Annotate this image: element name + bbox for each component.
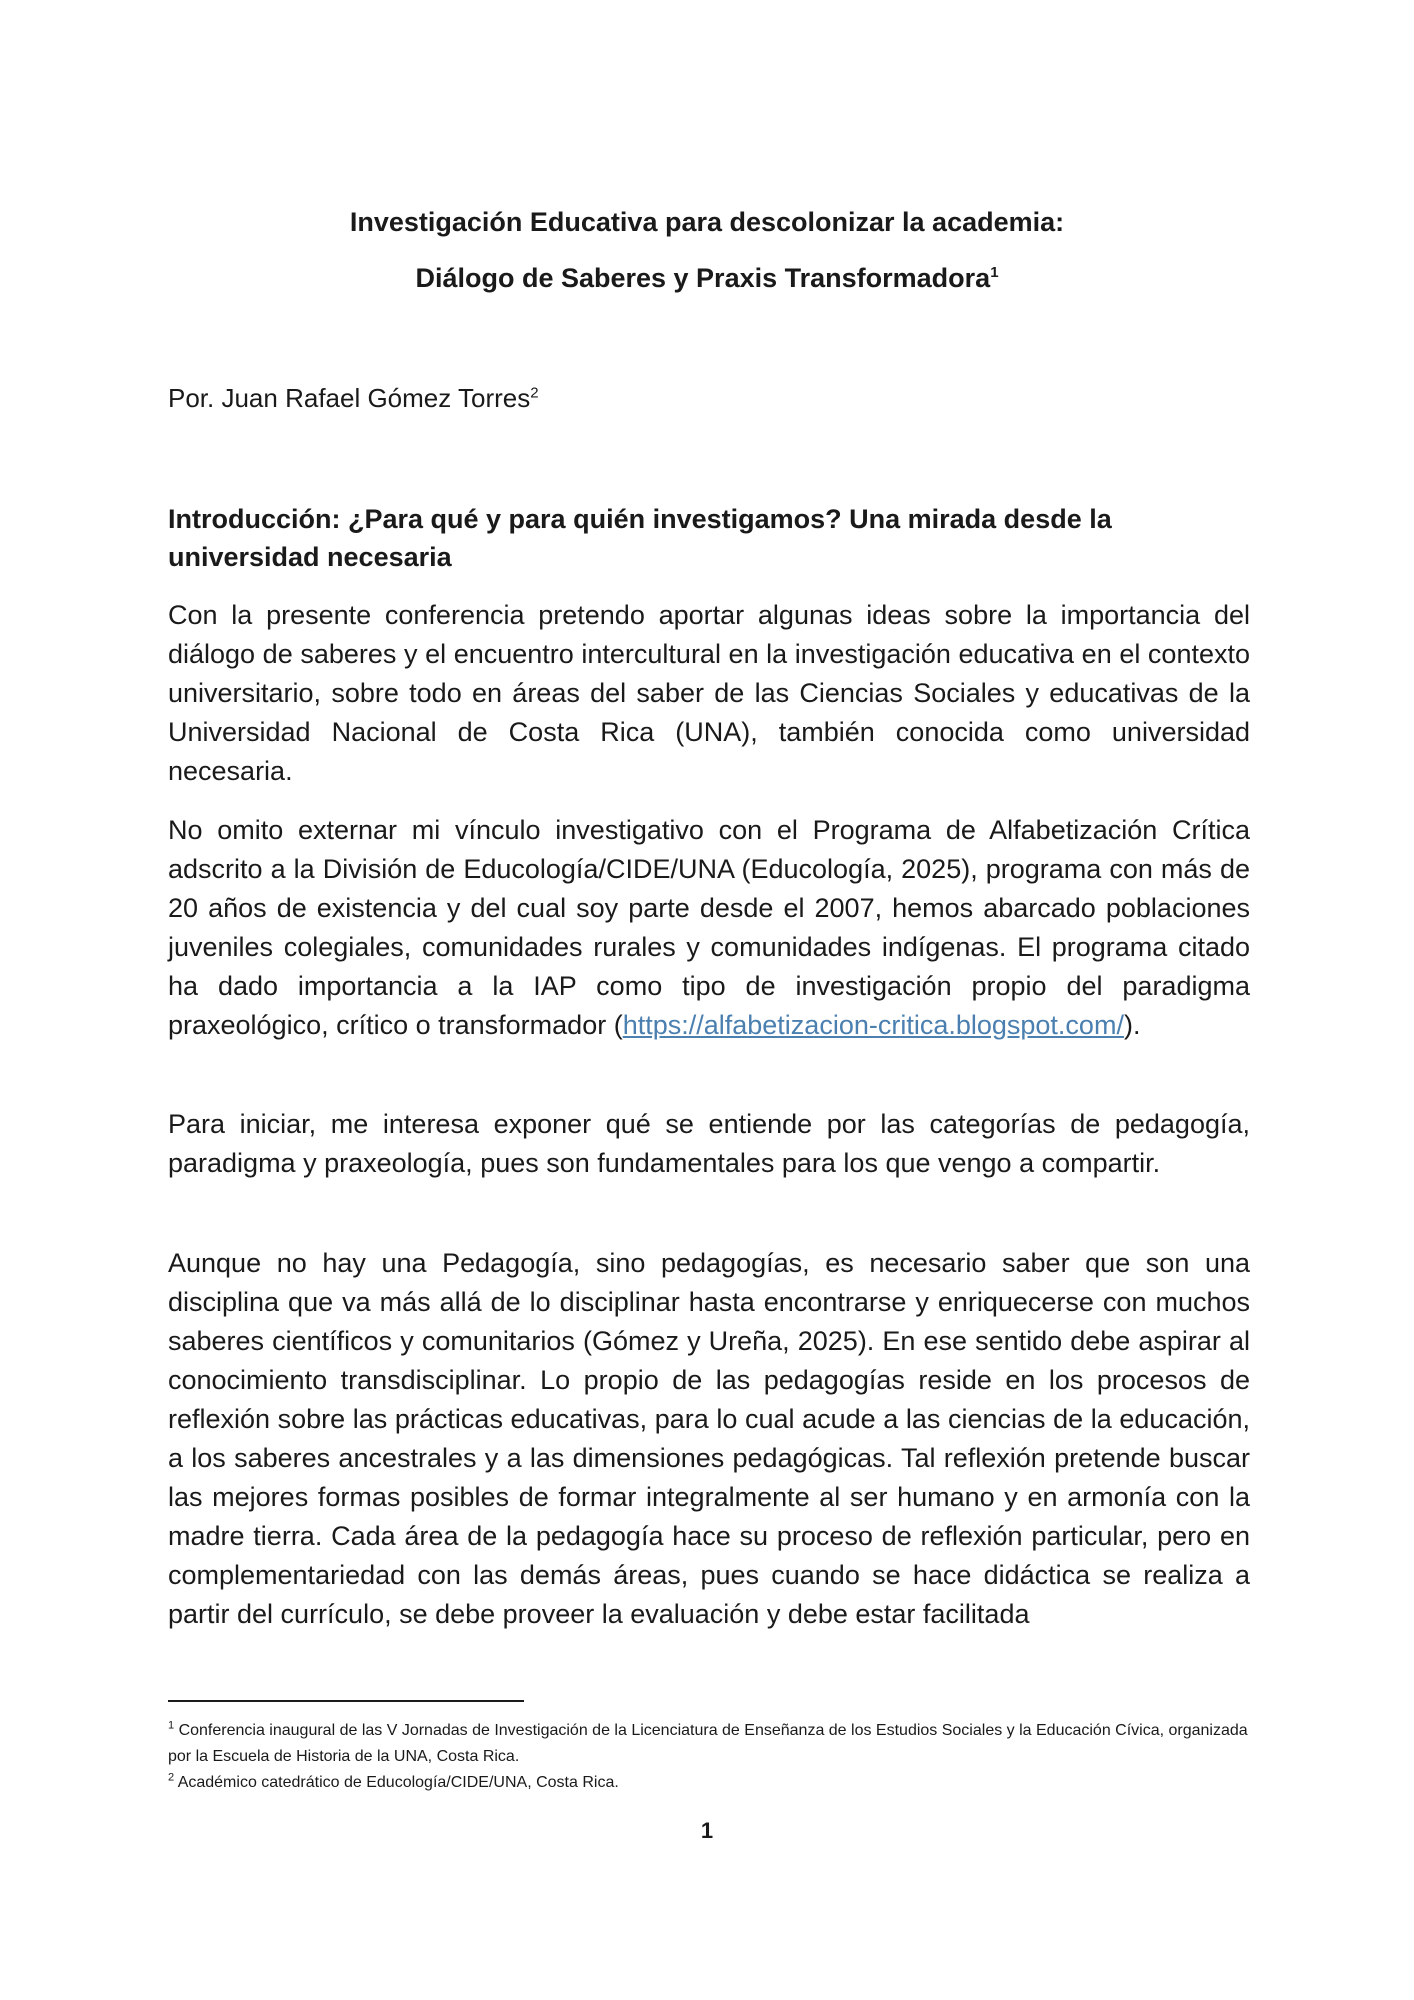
- footnote-separator: [168, 1700, 524, 1702]
- document-title-line-2: [0, 262, 1414, 294]
- footnote-1-mark: 1: [168, 1719, 175, 1732]
- footnote-2: [168, 1770, 1250, 1796]
- footnote-2-mark: 2: [168, 1771, 175, 1784]
- document-title-line-1: [0, 206, 1414, 238]
- footnote-ref-1[interactable]: 1: [990, 264, 999, 281]
- paragraph-2-text: No omito externar mi vínculo investigativo con el Programa de Alfabetización Crítica adscrito a la División de Educología/CIDE/UNA (Educología, 2025), programa con más de 20 años de existencia y del cual soy parte desde el 2007, hemos abarcado poblaciones juveniles colegiales, comunidades rurales y comunidades indígenas. El programa citado ha dado importancia a la IAP como tipo de investigación propio del paradigma praxeológico, crítico o transformador (: [168, 815, 1250, 1040]
- paragraph-2-end: ).: [1123, 1010, 1141, 1040]
- paragraph-1: Con la presente conferencia pretendo aportar algunas ideas sobre la importancia del diálogo de saberes y el encuentro intercultural en la investigación educativa en el contexto universitario, sobre todo en áreas del saber de las Ciencias Sociales y educativas de la Universidad Nacional de Costa Rica (UNA), también conocida como universidad necesaria.: [168, 600, 1250, 786]
- paragraph-4: Aunque no hay una Pedagogía, sino pedagogías, es necesario saber que son una disciplina que va más allá de lo disciplinar hasta encontrarse y enriquecerse con muchos saberes científicos y comunitarios (Gómez y Ureña, 2025). En ese sentido debe aspirar al conocimiento transdisciplinar. Lo propio de las pedagogías reside en los procesos de reflexión sobre las prácticas educativas, para lo cual acude a las ciencias de la educación, a los saberes ancestrales y a las dimensiones pedagógicas. Tal reflexión pretende buscar las mejores formas posibles de formar integralmente al ser humano y en armonía con la madre tierra. Cada área de la pedagogía hace su proceso de reflexión particular, pero en complementariedad con las demás áreas, pues cuando se hace didáctica se realiza a partir del currículo, se debe proveer la evaluación y debe estar facilitada: [168, 1248, 1250, 1629]
- page-number: 1: [700, 1818, 714, 1843]
- section-heading: Introducción: ¿Para qué y para quién investigamos? Una mirada desde la universidad necesaria: [168, 504, 1112, 572]
- footnote-1: [168, 1718, 1250, 1770]
- author-name: Por. Juan Rafael Gómez Torres: [168, 383, 531, 413]
- footnote-2-text: Académico catedrático de Educología/CIDE/UNA, Costa Rica.: [177, 1774, 619, 1791]
- paragraph-2: [168, 811, 1250, 1045]
- author-byline: [168, 382, 539, 414]
- paragraph-3: Para iniciar, me interesa exponer qué se entiende por las categorías de pedagogía, paradigma y praxeología, pues son fundamentales para los que vengo a compartir.: [168, 1109, 1250, 1178]
- blog-link[interactable]: https://alfabetizacion-critica.blogspot.com/: [622, 1010, 1124, 1040]
- title-line-2-text: Diálogo de Saberes y Praxis Transformadora: [415, 263, 991, 293]
- footnote-1-text: Conferencia inaugural de las V Jornadas de Investigación de la Licenciatura de Enseñanza de los Estudios Sociales y la Educación Cívica, organizada por la Escuela de Historia de la UNA, Costa Rica.: [168, 1722, 1248, 1765]
- footnote-ref-2[interactable]: 2: [530, 384, 539, 402]
- footnotes: [168, 1718, 1250, 1796]
- title-line-1-text: Investigación Educativa para descolonizar la academia:: [349, 207, 1065, 237]
